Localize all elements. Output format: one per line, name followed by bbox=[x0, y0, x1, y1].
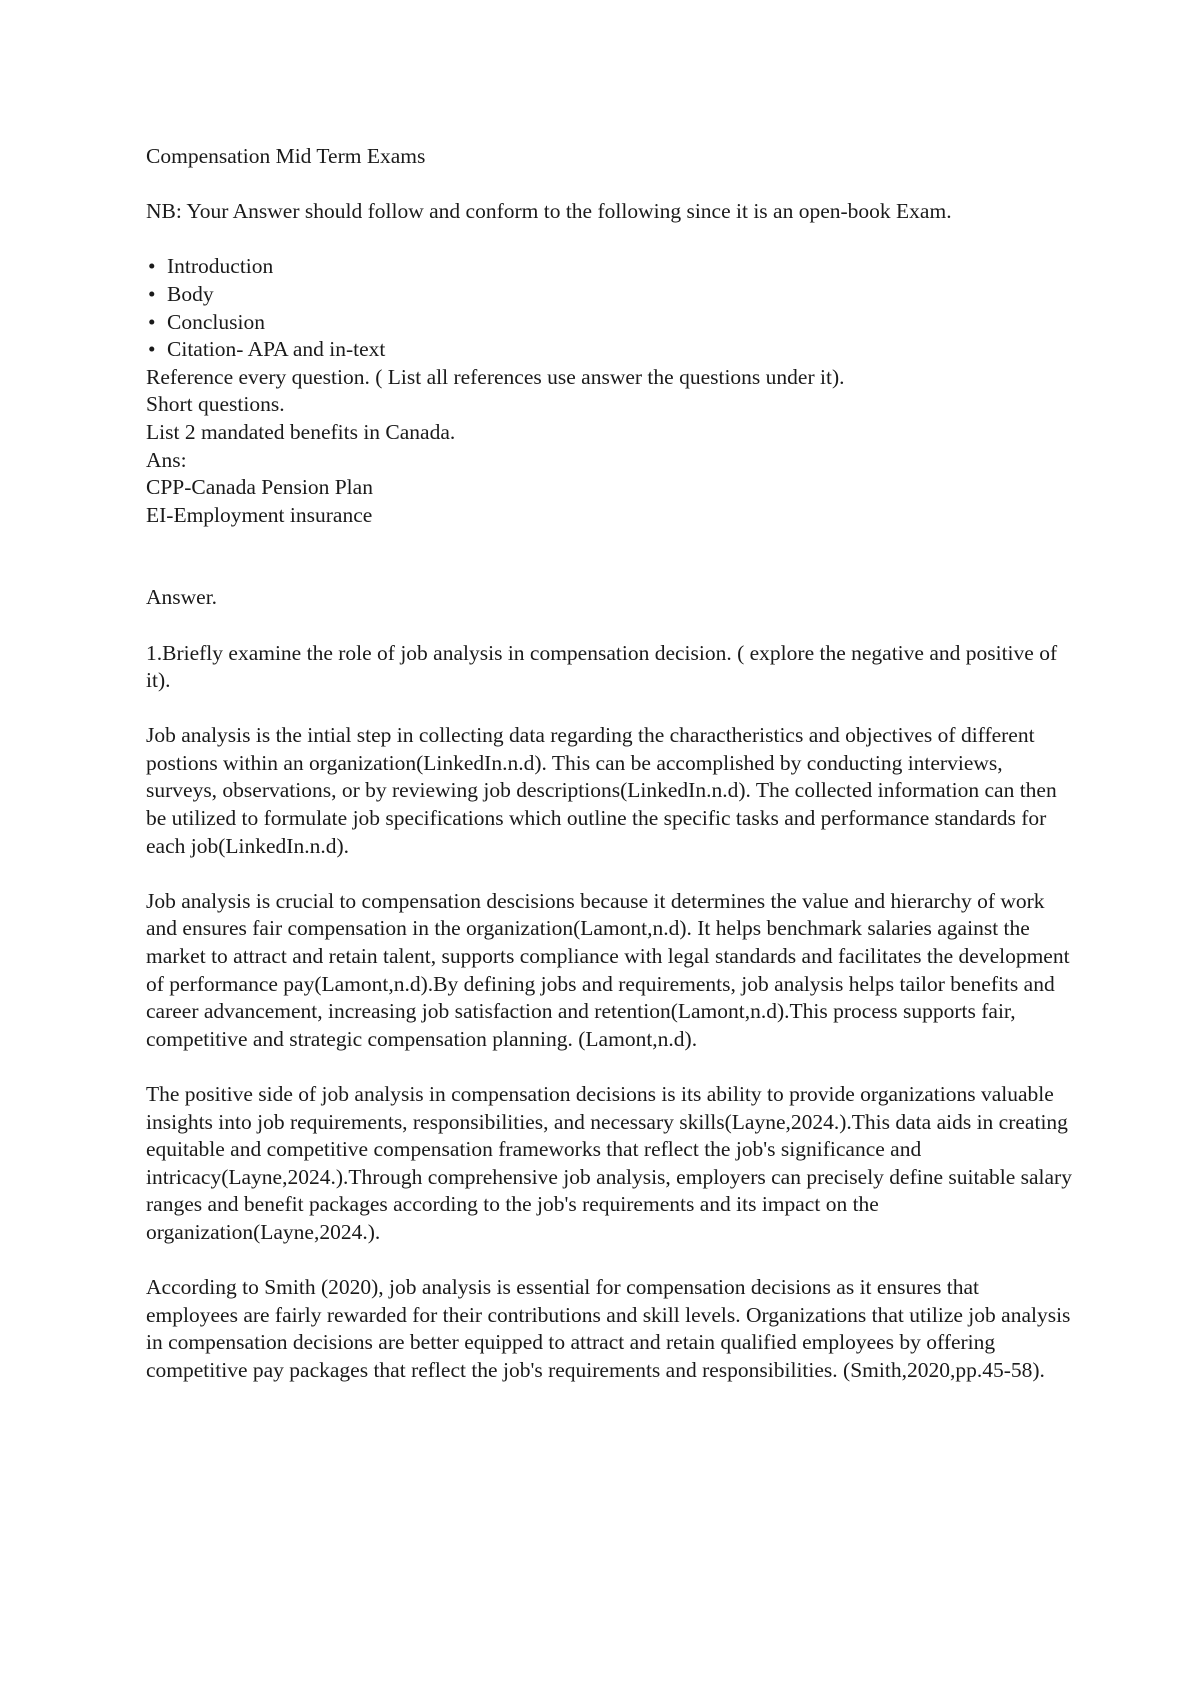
document-page bbox=[146, 143, 1076, 1385]
list-item bbox=[146, 309, 1076, 337]
paragraph: According to Smith (2020), job analysis is essential for compensation decisions as it ensures that employees are fairly rewarded for their contributions and skill levels. Organizations that utilize job analysis in compensation decisions are better equipped to attract and retain qualified employees by offering competitive pay packages that reflect the job's requirements and responsibilities. (Smith,2020,pp.45-58). bbox=[146, 1275, 1071, 1382]
paragraph: Job analysis is the intial step in collecting data regarding the charactheristics and objectives of different postions within an organization(LinkedIn.n.d). This can be accomplished by conducting interviews, surveys, observations, or by reviewing job descriptions(LinkedIn.n.d). The collected information can then be utilized to formulate job specifications which outline the specific tasks and performance standards for each job(LinkedIn.n.d). bbox=[146, 723, 1057, 858]
answer-cpp: CPP-Canada Pension Plan bbox=[146, 475, 373, 500]
spacer bbox=[146, 1053, 1076, 1081]
reference-instruction: Reference every question. ( List all references use answer the questions under it). bbox=[146, 364, 845, 389]
bullet-icon: • bbox=[148, 281, 156, 306]
document-title: Compensation Mid Term Exams bbox=[146, 144, 426, 168]
requirements-list bbox=[146, 253, 1076, 363]
spacer bbox=[146, 529, 1076, 584]
short-questions-heading: Short questions. bbox=[146, 392, 285, 417]
spacer bbox=[146, 860, 1076, 888]
answer-heading: Answer. bbox=[146, 585, 218, 610]
paragraph: The positive side of job analysis in compensation decisions is its ability to provide organizations valuable insights into job requirements, responsibilities, and necessary skills(Layne,2024.).This data aids in creating equitable and competitive compensation frameworks that reflect the job's significance and intricacy(Layne,2024.).Through comprehensive job analysis, employers can precisely define suitable salary ranges and benefit packages according to the job's requirements and its impact on the organization(Layne,2024.). bbox=[146, 1082, 1072, 1244]
list-item-label: Body bbox=[167, 281, 214, 306]
bullet-icon: • bbox=[148, 337, 156, 362]
bullet-icon: • bbox=[148, 254, 156, 279]
paragraph: Job analysis is crucial to compensation descisions because it determines the value and hierarchy of work and ensures fair compensation in the organization(Lamont,n.d). It helps benchmark salaries against the market to attract and retain talent, supports compliance with legal standards and facilitates the development of performance pay(Lamont,n.d).By defining jobs and requirements, job analysis helps tailor benefits and career advancement, increasing job satisfaction and retention(Lamont,n.d).This process supports fair, competitive and strategic compensation planning. (Lamont,n.d). bbox=[146, 888, 1070, 1051]
list-item bbox=[146, 336, 1076, 364]
answer-label: Ans: bbox=[146, 447, 187, 472]
spacer bbox=[146, 1247, 1076, 1275]
question-1: 1.Briefly examine the role of job analysis in compensation decision. ( explore the negative and positive of it). bbox=[146, 640, 1058, 693]
nb-note: NB: Your Answer should follow and conform to the following since it is an open-book Exam. bbox=[146, 199, 952, 224]
list-item-label: Introduction bbox=[167, 254, 274, 279]
list-item-label: Citation- APA and in-text bbox=[167, 337, 386, 362]
answer-ei: EI-Employment insurance bbox=[146, 502, 373, 527]
list-item-label: Conclusion bbox=[167, 309, 265, 334]
question-mandated-benefits: List 2 mandated benefits in Canada. bbox=[146, 419, 456, 444]
list-item bbox=[146, 281, 1076, 309]
spacer bbox=[146, 695, 1076, 723]
list-item bbox=[146, 253, 1076, 281]
spacer bbox=[146, 612, 1076, 640]
bullet-icon: • bbox=[148, 309, 156, 334]
